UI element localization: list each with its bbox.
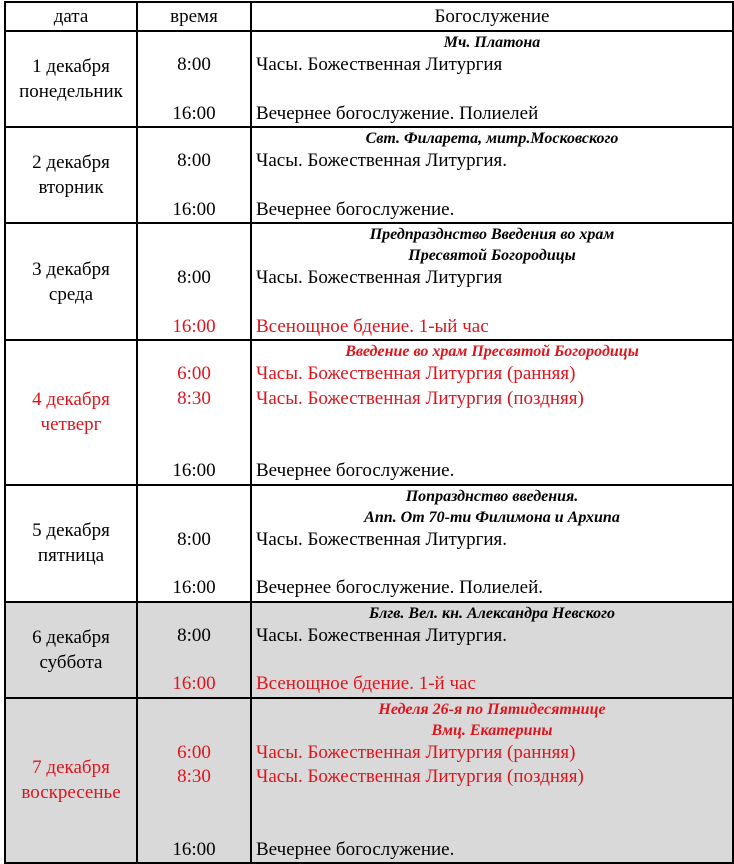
weekday-label: суббота (39, 651, 103, 673)
header-row (5, 2, 733, 31)
spacer (138, 814, 250, 838)
time-cell (137, 31, 251, 127)
time-cell (137, 698, 251, 864)
service-time: 8:00 (177, 54, 211, 75)
weekday-label: четверг (40, 414, 102, 436)
time-spacer (138, 507, 250, 528)
spacer (252, 291, 732, 315)
service-time: 8:00 (177, 624, 211, 646)
spacer (252, 435, 732, 459)
day-row (5, 127, 733, 223)
spacer (138, 435, 250, 459)
service-text: Часы. Божественная Литургия (256, 267, 503, 288)
date-cell (5, 698, 137, 864)
service-text: Часы. Божественная Литургия (поздняя) (256, 387, 584, 409)
schedule-table (4, 1, 734, 864)
service-text: Вечернее богослужение. Полиелей (256, 102, 539, 124)
time-spacer (138, 128, 250, 149)
date-cell (5, 127, 137, 223)
day-row (5, 223, 733, 340)
time-cell (137, 127, 251, 223)
feast-title: Апп. От 70-ти Филимона и Архипа (364, 508, 620, 526)
spacer (252, 174, 732, 198)
feast-title: Введение во храм Пресвятой Богородицы (345, 343, 639, 360)
spacer (252, 814, 732, 838)
spacer (138, 174, 250, 198)
spacer (252, 411, 732, 435)
date-label: 6 декабря (32, 626, 110, 648)
service-time: 8:00 (177, 528, 211, 550)
service-text: Всенощное бдение. 1-й час (256, 673, 476, 694)
day-row (5, 31, 733, 127)
service-time: 8:00 (177, 267, 211, 288)
service-time: 16:00 (172, 838, 216, 860)
spacer (138, 552, 250, 576)
feast-title: Предпразднство Введения во храм (369, 226, 615, 243)
service-text: Часы. Божественная Литургия. (256, 528, 508, 550)
service-time: 16:00 (172, 315, 216, 337)
service-text: Часы. Божественная Литургия. (256, 624, 508, 646)
weekday-label: понедельник (19, 81, 123, 102)
feast-title: Пресвятой Богородицы (408, 247, 576, 264)
spacer (138, 411, 250, 435)
service-text: Часы. Божественная Литургия (256, 54, 503, 75)
service-cell (251, 340, 733, 485)
time-cell (137, 485, 251, 602)
weekday-label: пятница (37, 545, 105, 566)
time-spacer (138, 245, 250, 266)
date-label: 3 декабря (32, 258, 110, 280)
date-label: 5 декабря (32, 520, 110, 541)
spacer (138, 790, 250, 814)
feast-title: Мч. Платона (443, 34, 541, 51)
service-time: 8:30 (177, 766, 211, 787)
service-time: 16:00 (172, 460, 216, 481)
service-time: 6:00 (177, 363, 211, 384)
service-text: Вечернее богослужение. (256, 460, 455, 481)
service-text: Вечернее богослужение. (256, 198, 455, 220)
date-label: 1 декабря (32, 56, 110, 77)
spacer (252, 790, 732, 814)
date-cell (5, 485, 137, 602)
time-spacer (138, 486, 250, 507)
weekday-label: среда (48, 283, 94, 305)
service-time: 8:30 (177, 387, 211, 409)
service-time: 16:00 (172, 102, 216, 124)
day-row (5, 698, 733, 864)
service-time: 6:00 (177, 741, 211, 763)
weekday-label: вторник (38, 177, 104, 198)
time-spacer (138, 224, 250, 245)
service-cell (251, 485, 733, 602)
header-date: дата (5, 2, 137, 31)
service-text: Часы. Божественная Литургия. (256, 150, 508, 171)
service-text: Вечернее богослужение. Полиелей. (256, 577, 543, 598)
day-row (5, 485, 733, 602)
spacer (138, 648, 250, 672)
service-time: 16:00 (172, 198, 216, 220)
spacer (138, 291, 250, 315)
service-text: Часы. Божественная Литургия (ранняя) (256, 363, 576, 384)
time-cell (137, 340, 251, 485)
feast-title: Неделя 26-я по Пятидесятнице (378, 700, 606, 718)
header-time: время (137, 2, 251, 31)
feast-title: Свт. Филарета, митр.Московского (365, 130, 619, 147)
time-spacer (138, 720, 250, 741)
service-cell (251, 223, 733, 340)
day-row (5, 602, 733, 698)
time-spacer (138, 341, 250, 362)
service-cell (251, 127, 733, 223)
time-spacer (138, 603, 250, 624)
service-cell (251, 602, 733, 698)
service-text: Всенощное бдение. 1-ый час (256, 315, 489, 337)
header-service: Богослужение (251, 2, 733, 31)
feast-title: Блгв. Вел. кн. Александра Невского (369, 604, 615, 622)
date-label: 2 декабря (32, 152, 110, 173)
service-time: 8:00 (177, 150, 211, 171)
service-text: Часы. Божественная Литургия (ранняя) (256, 741, 576, 763)
spacer (252, 552, 732, 576)
time-spacer (138, 32, 250, 53)
day-row (5, 340, 733, 485)
service-cell (251, 698, 733, 864)
service-text: Часы. Божественная Литургия (поздняя) (256, 766, 584, 787)
feast-title: Вмц. Екатерины (431, 721, 553, 739)
service-time: 16:00 (172, 673, 216, 694)
weekday-label: воскресенье (21, 782, 121, 804)
spacer (252, 648, 732, 672)
date-cell (5, 340, 137, 485)
date-cell (5, 602, 137, 698)
date-cell (5, 31, 137, 127)
time-cell (137, 223, 251, 340)
time-cell (137, 602, 251, 698)
spacer (138, 78, 250, 102)
service-cell (251, 31, 733, 127)
feast-title: Попразднство введения. (405, 487, 579, 505)
date-label: 7 декабря (32, 757, 110, 779)
service-time: 16:00 (172, 577, 216, 598)
time-spacer (138, 699, 250, 720)
date-label: 4 декабря (32, 389, 110, 411)
date-cell (5, 223, 137, 340)
spacer (252, 78, 732, 102)
service-text: Вечернее богослужение. (256, 838, 455, 860)
